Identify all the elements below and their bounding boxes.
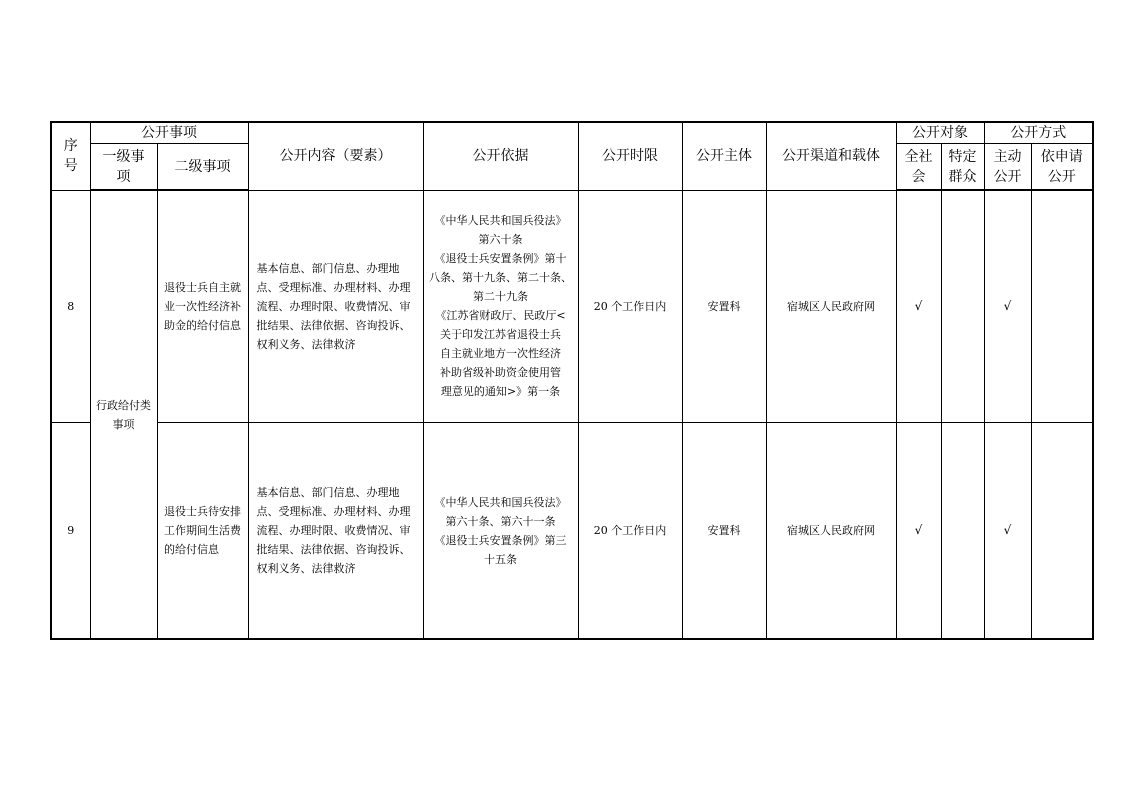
header-subject: 公开主体: [682, 122, 766, 190]
cell-channel: 宿城区人民政府网: [766, 190, 896, 423]
cell-time-limit: 20 个工作日内: [578, 423, 682, 640]
cell-method-active-check: √: [984, 423, 1031, 640]
cell-basis: [423, 423, 578, 640]
cell-content: 基本信息、部门信息、办理地点、受理标准、办理材料、办理流程、办理时限、收费情况、审批结果、法律依据、咨询投诉、权利义务、法律救济: [248, 423, 423, 640]
cell-basis: [423, 190, 578, 423]
basis-line: 自主就业地方一次性经济: [440, 347, 561, 361]
cell-seq: 8: [51, 190, 90, 423]
basis-line: 关于印发江苏省退役士兵: [440, 328, 561, 342]
header-items-group: 公开事项: [90, 122, 248, 144]
cell-method-active-check: √: [984, 190, 1031, 423]
table-row: [51, 423, 1093, 640]
cell-seq: 9: [51, 423, 90, 640]
header-time-limit: 公开时限: [578, 122, 682, 190]
cell-target-all-check: √: [896, 190, 941, 423]
table-header: [51, 122, 1093, 190]
header-channel: 公开渠道和载体: [766, 122, 896, 190]
cell-level2: 退役士兵待安排工作期间生活费的给付信息: [157, 423, 248, 640]
basis-line: 第二十九条: [473, 290, 528, 304]
cell-target-specific-check: [941, 423, 984, 640]
cell-target-specific-check: [941, 190, 984, 423]
basis-line: 第六十条、第六十一条: [445, 514, 556, 528]
header-target-specific: 特定群众: [941, 144, 984, 191]
header-level1: 一级事项: [90, 144, 157, 191]
table-body: [51, 190, 1093, 639]
cell-first-level: 行政给付类事项: [90, 190, 157, 639]
basis-line: 补助省级补助资金使用管: [440, 366, 561, 380]
basis-line: 第六十条: [478, 233, 523, 247]
basis-line: 理意见的通知>》第一条: [440, 385, 561, 399]
header-target-all: 全社会: [896, 144, 941, 191]
header-basis: 公开依据: [423, 122, 578, 190]
basis-line: 《江苏省财政厅、民政厅<: [435, 309, 566, 323]
header-seq: 序号: [51, 122, 90, 190]
cell-method-apply-check: [1031, 423, 1093, 640]
header-method-group: 公开方式: [984, 122, 1093, 144]
cell-content: 基本信息、部门信息、办理地点、受理标准、办理材料、办理流程、办理时限、收费情况、审批结果、法律依据、咨询投诉、权利义务、法律救济: [248, 190, 423, 423]
basis-line: 《退役士兵安置条例》第三: [434, 533, 567, 547]
header-method-apply: 依申请公开: [1031, 144, 1093, 191]
disclosure-table: [50, 121, 1094, 640]
cell-subject: 安置科: [682, 190, 766, 423]
cell-target-all-check: √: [896, 423, 941, 640]
cell-method-apply-check: [1031, 190, 1093, 423]
header-target-group: 公开对象: [896, 122, 984, 144]
basis-line: 《中华人民共和国兵役法》: [434, 495, 567, 509]
header-method-active: 主动公开: [984, 144, 1031, 191]
basis-line: 十五条: [484, 552, 517, 566]
basis-line: 《中华人民共和国兵役法》: [434, 214, 567, 228]
basis-line: 《退役士兵安置条例》第十: [434, 252, 567, 266]
cell-channel: 宿城区人民政府网: [766, 423, 896, 640]
header-level2: 二级事项: [157, 144, 248, 191]
cell-subject: 安置科: [682, 423, 766, 640]
cell-level2: 退役士兵自主就业一次性经济补助金的给付信息: [157, 190, 248, 423]
header-content: 公开内容（要素）: [248, 122, 423, 190]
cell-time-limit: 20 个工作日内: [578, 190, 682, 423]
table-row: [51, 190, 1093, 423]
basis-line: 八条、第十九条、第二十条、: [429, 271, 572, 285]
